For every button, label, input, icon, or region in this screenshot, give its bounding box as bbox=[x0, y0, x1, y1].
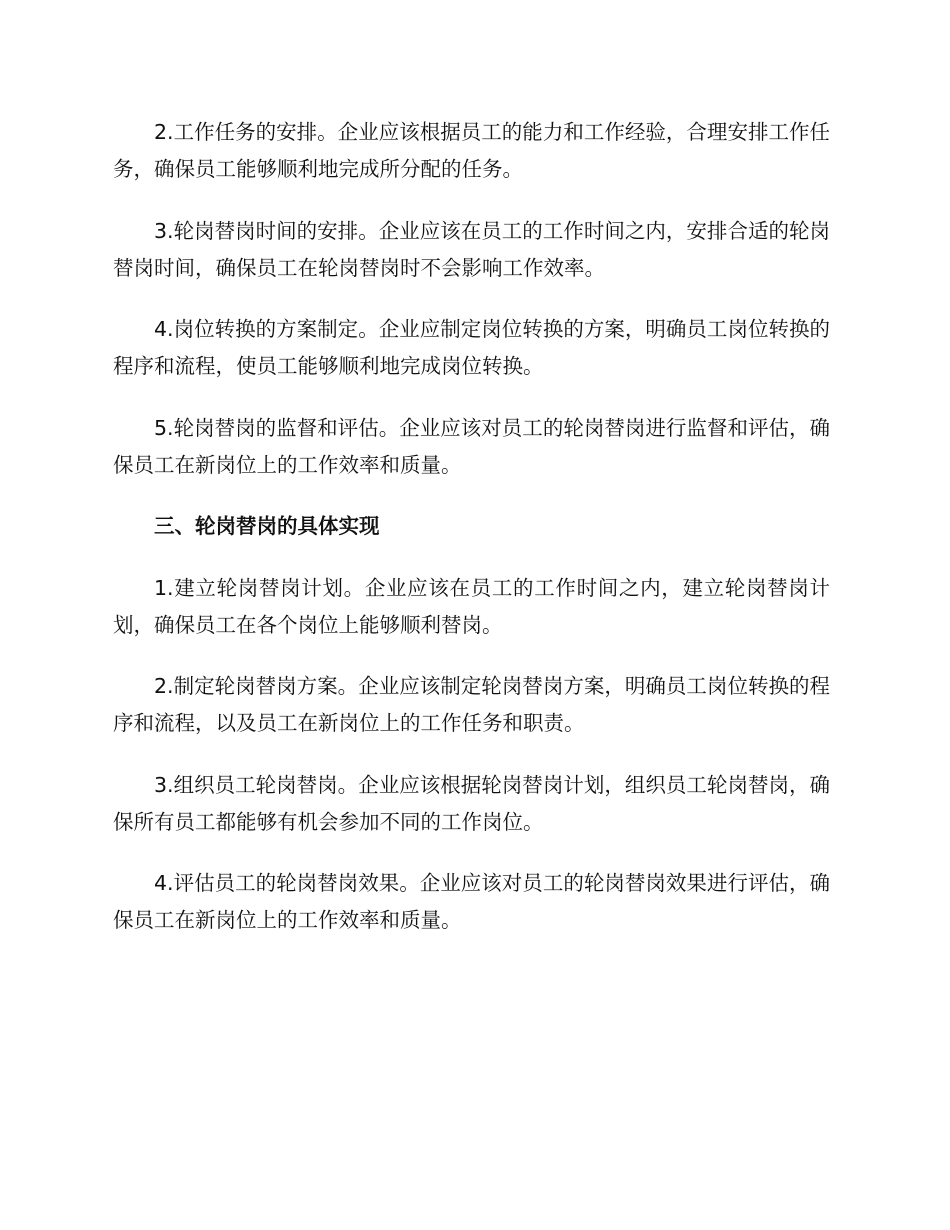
document-body bbox=[113, 114, 830, 964]
paragraph-rotation-supervision: 5.轮岗替岗的监督和评估。企业应该对员工的轮岗替岗进行监督和评估，确保员工在新岗位上的工作效率和质量。 bbox=[113, 415, 830, 477]
paragraph-establish-rotation-plan: 1.建立轮岗替岗计划。企业应该在员工的工作时间之内，建立轮岗替岗计划，确保员工在各个岗位上能够顺利替岗。 bbox=[113, 575, 830, 637]
paragraph-organize-rotation: 3.组织员工轮岗替岗。企业应该根据轮岗替岗计划，组织员工轮岗替岗，确保所有员工都能够有机会参加不同的工作岗位。 bbox=[113, 772, 830, 834]
paragraph-evaluate-rotation-effect: 4.评估员工的轮岗替岗效果。企业应该对员工的轮岗替岗效果进行评估，确保员工在新岗位上的工作效率和质量。 bbox=[113, 871, 830, 932]
section-heading: 三、轮岗替岗的具体实现 bbox=[154, 514, 380, 538]
paragraph-position-transfer-plan: 4.岗位转换的方案制定。企业应制定岗位转换的方案，明确员工岗位转换的程序和流程，使员工能够顺利地完成岗位转换。 bbox=[113, 317, 830, 378]
paragraph-rotation-time-arrangement: 3.轮岗替岗时间的安排。企业应该在员工的工作时间之内，安排合适的轮岗替岗时间，确保员工在轮岗替岗时不会影响工作效率。 bbox=[113, 218, 830, 280]
paragraph-work-task-arrangement: 2.工作任务的安排。企业应该根据员工的能力和工作经验，合理安排工作任务，确保员工能够顺利地完成所分配的任务。 bbox=[113, 120, 830, 181]
paragraph-formulate-rotation-scheme: 2.制定轮岗替岗方案。企业应该制定轮岗替岗方案，明确员工岗位转换的程序和流程，以及员工在新岗位上的工作任务和职责。 bbox=[113, 674, 830, 735]
